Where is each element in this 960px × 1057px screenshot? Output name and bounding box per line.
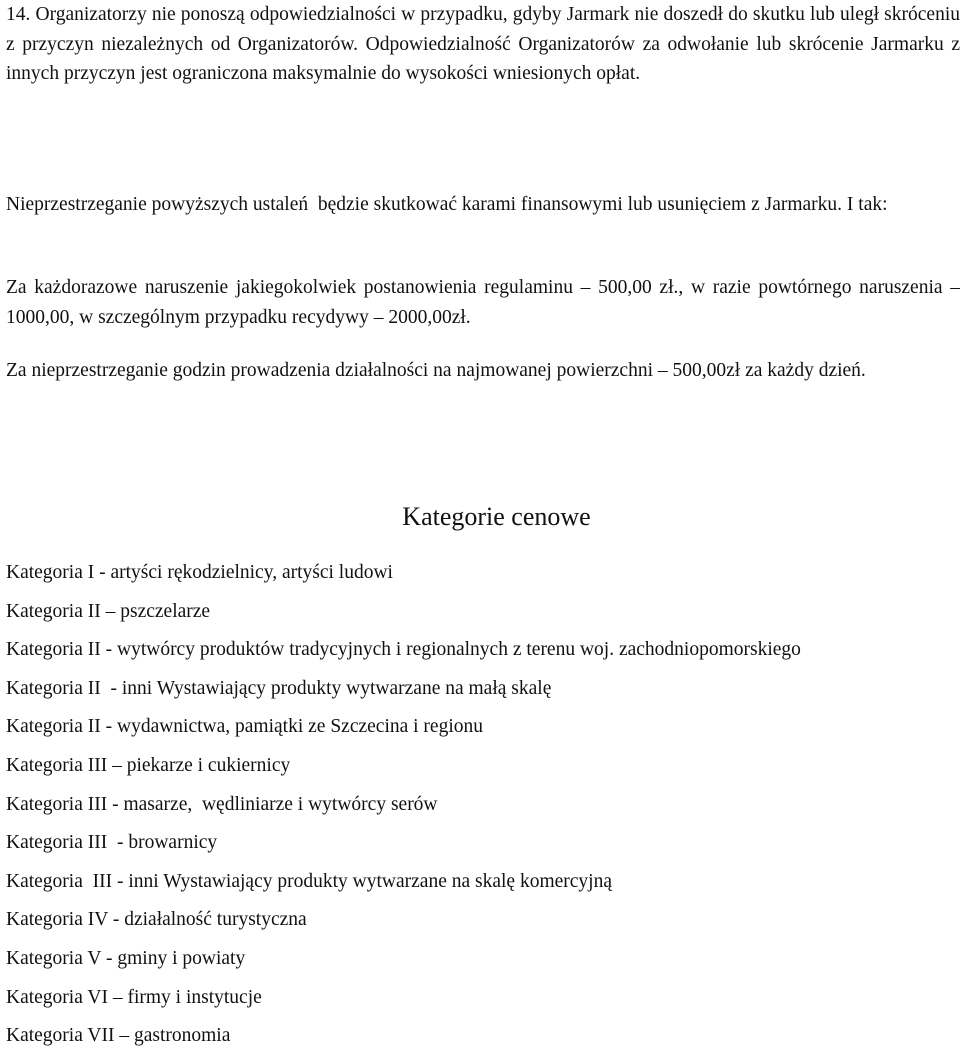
category-item: Kategoria I - artyści rękodzielnicy, artyści ludowi — [6, 562, 393, 583]
item-14-text: Organizatorzy nie ponoszą odpowiedzialności w przypadku, gdyby Jarmark nie doszedł do skutku lub uległ skróceniu z przyczyn niezależnych od Organizatorów. Odpowiedzialność Organizatorów za odwołanie lub skrócenie Jarmarku z innych przyczyn jest ograniczona maksymalnie do wysokości wniesionych opłat. — [6, 4, 960, 84]
category-item: Kategoria II - wydawnictwa, pamiątki ze Szczecina i regionu — [6, 716, 483, 738]
category-item: Kategoria II - inni Wystawiający produkty wytwarzane na małą skalę — [6, 677, 552, 699]
category-item: Kategoria IV - działalność turystyczna — [6, 909, 307, 931]
category-item: Kategoria III - browarnicy — [6, 832, 218, 854]
section-title: Kategorie cenowe — [402, 502, 591, 531]
category-item: Kategoria V - gminy i powiaty — [6, 947, 246, 969]
sanction-paragraph: Za każdorazowe naruszenie jakiegokolwiek postanowienia regulaminu – 500,00 zł., w razie powtórnego naruszenia – 1000,00, w szczególnym przypadku recydywy – 2000,00zł. — [6, 277, 960, 328]
category-item: Kategoria II – pszczelarze — [6, 600, 211, 622]
category-item: Kategoria VI – firmy i instytucje — [6, 986, 262, 1008]
category-list — [6, 554, 960, 1056]
category-item: Kategoria II - wytwórcy produktów tradycyjnych i regionalnych z terenu woj. zachodniopomorskiego — [6, 639, 801, 661]
category-item: Kategoria III – piekarze i cukiernicy — [6, 754, 291, 776]
sanctions-intro-paragraph: Nieprzestrzeganie powyższych ustaleń będzie skutkować karami finansowymi lub usunięciem z Jarmarku. I tak: — [6, 194, 888, 215]
category-item: Kategoria III - inni Wystawiający produkty wytwarzane na skalę komercyjną — [6, 870, 612, 892]
category-item: Kategoria III - masarze, wędliniarze i wytwórcy serów — [6, 793, 438, 815]
item-number: 14. — [6, 4, 31, 25]
paragraph-item-14 — [6, 0, 960, 89]
category-item: Kategoria VII – gastronomia — [6, 1025, 231, 1047]
sanction-paragraph: Za nieprzestrzeganie godzin prowadzenia działalności na najmowanej powierzchni – 500,00zł za każdy dzień. — [6, 360, 866, 381]
